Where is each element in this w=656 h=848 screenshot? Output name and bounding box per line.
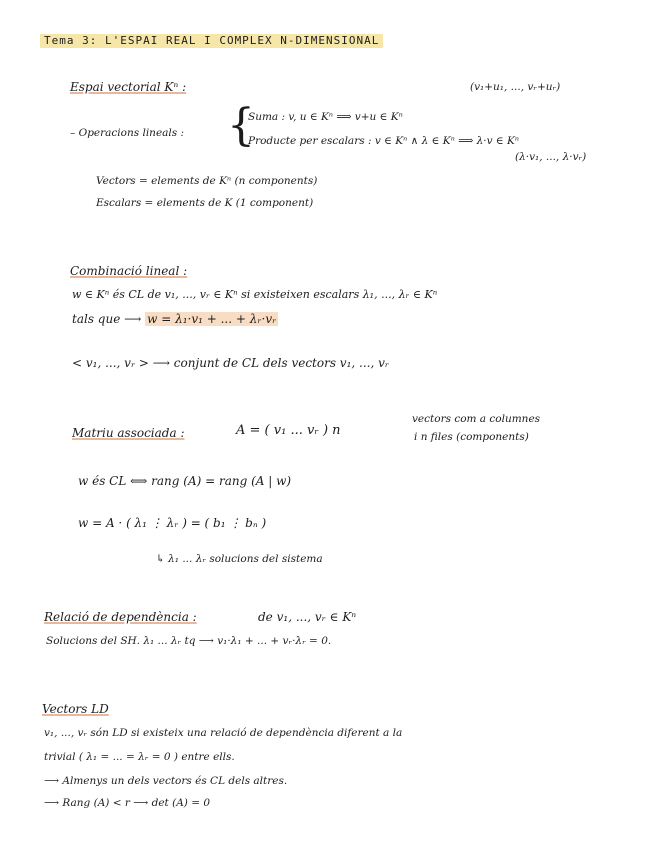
matriu-heading: Matriu associada : <box>72 426 185 440</box>
span-definition: < v₁, ..., vᵣ > ⟶ conjunt de CL dels vectors v₁, ..., vᵣ <box>72 356 390 370</box>
combinacio-heading: Combinació lineal : <box>70 264 188 278</box>
combinacio-line2 <box>72 312 278 326</box>
relacio-line: Solucions del SH. λ₁ ... λᵣ tq ⟶ v₁·λ₁ + ... + vᵣ·λᵣ = 0. <box>46 635 332 647</box>
matriu-note1: vectors com a columnes <box>412 413 541 425</box>
relacio-heading: Relació de dependència : <box>44 610 197 624</box>
combinacio-line1: w ∈ Kⁿ és CL de v₁, ..., vᵣ ∈ Kⁿ si existeixen escalars λ₁, ..., λᵣ ∈ Kⁿ <box>72 288 438 301</box>
rang-condition: w és CL ⟺ rang (A) = rang (A | w) <box>78 474 292 488</box>
combinacio-line2-prefix: tals que ⟶ <box>72 312 146 326</box>
solucions-line: ↳ λ₁ ... λᵣ solucions del sistema <box>156 553 323 565</box>
matriu-note2: i n files (components) <box>414 431 529 443</box>
ld-bullet2: ⟶ Rang (A) < r ⟶ det (A) = 0 <box>44 797 211 809</box>
escalars-def: Escalars = elements de K (1 component) <box>96 197 314 209</box>
ld-line2: trivial ( λ₁ = ... = λᵣ = 0 ) entre ells. <box>44 751 235 763</box>
ld-heading: Vectors LD <box>42 702 109 716</box>
espai-heading: Espai vectorial Kⁿ : <box>70 80 187 94</box>
suma-line: Suma : v, u ∈ Kⁿ ⟹ v+u ∈ Kⁿ <box>248 111 403 123</box>
ld-line1: v₁, ..., vᵣ són LD si existeix una relació de dependència diferent a la <box>44 727 403 739</box>
relacio-heading-suffix: de v₁, ..., vᵣ ∈ Kⁿ <box>258 610 357 624</box>
producte-line: Producte per escalars : v ∈ Kⁿ ∧ λ ∈ Kⁿ ⟹ λ·v ∈ Kⁿ <box>248 135 520 147</box>
page-title: Tema 3: L'ESPAI REAL I COMPLEX N-DIMENSIONAL <box>40 34 383 48</box>
sum-result: (v₁+u₁, ..., vᵣ+uᵣ) <box>470 81 561 93</box>
combinacio-formula: w = λ₁·v₁ + ... + λᵣ·vᵣ <box>147 312 277 326</box>
system-equation: w = A · ( λ₁ ⋮ λᵣ ) = ( b₁ ⋮ bₙ ) <box>78 516 267 530</box>
vectors-def: Vectors = elements de Kⁿ (n components) <box>96 175 318 187</box>
operacions-label: – Operacions lineals : <box>70 127 185 139</box>
left-brace-icon: { <box>227 100 255 151</box>
ld-bullet1: ⟶ Almenys un dels vectors és CL dels altres. <box>44 775 288 787</box>
matriu-formula: A = ( v₁ ... vᵣ ) n <box>236 423 341 438</box>
producte-result: (λ·v₁, ..., λ·vᵣ) <box>515 151 587 163</box>
